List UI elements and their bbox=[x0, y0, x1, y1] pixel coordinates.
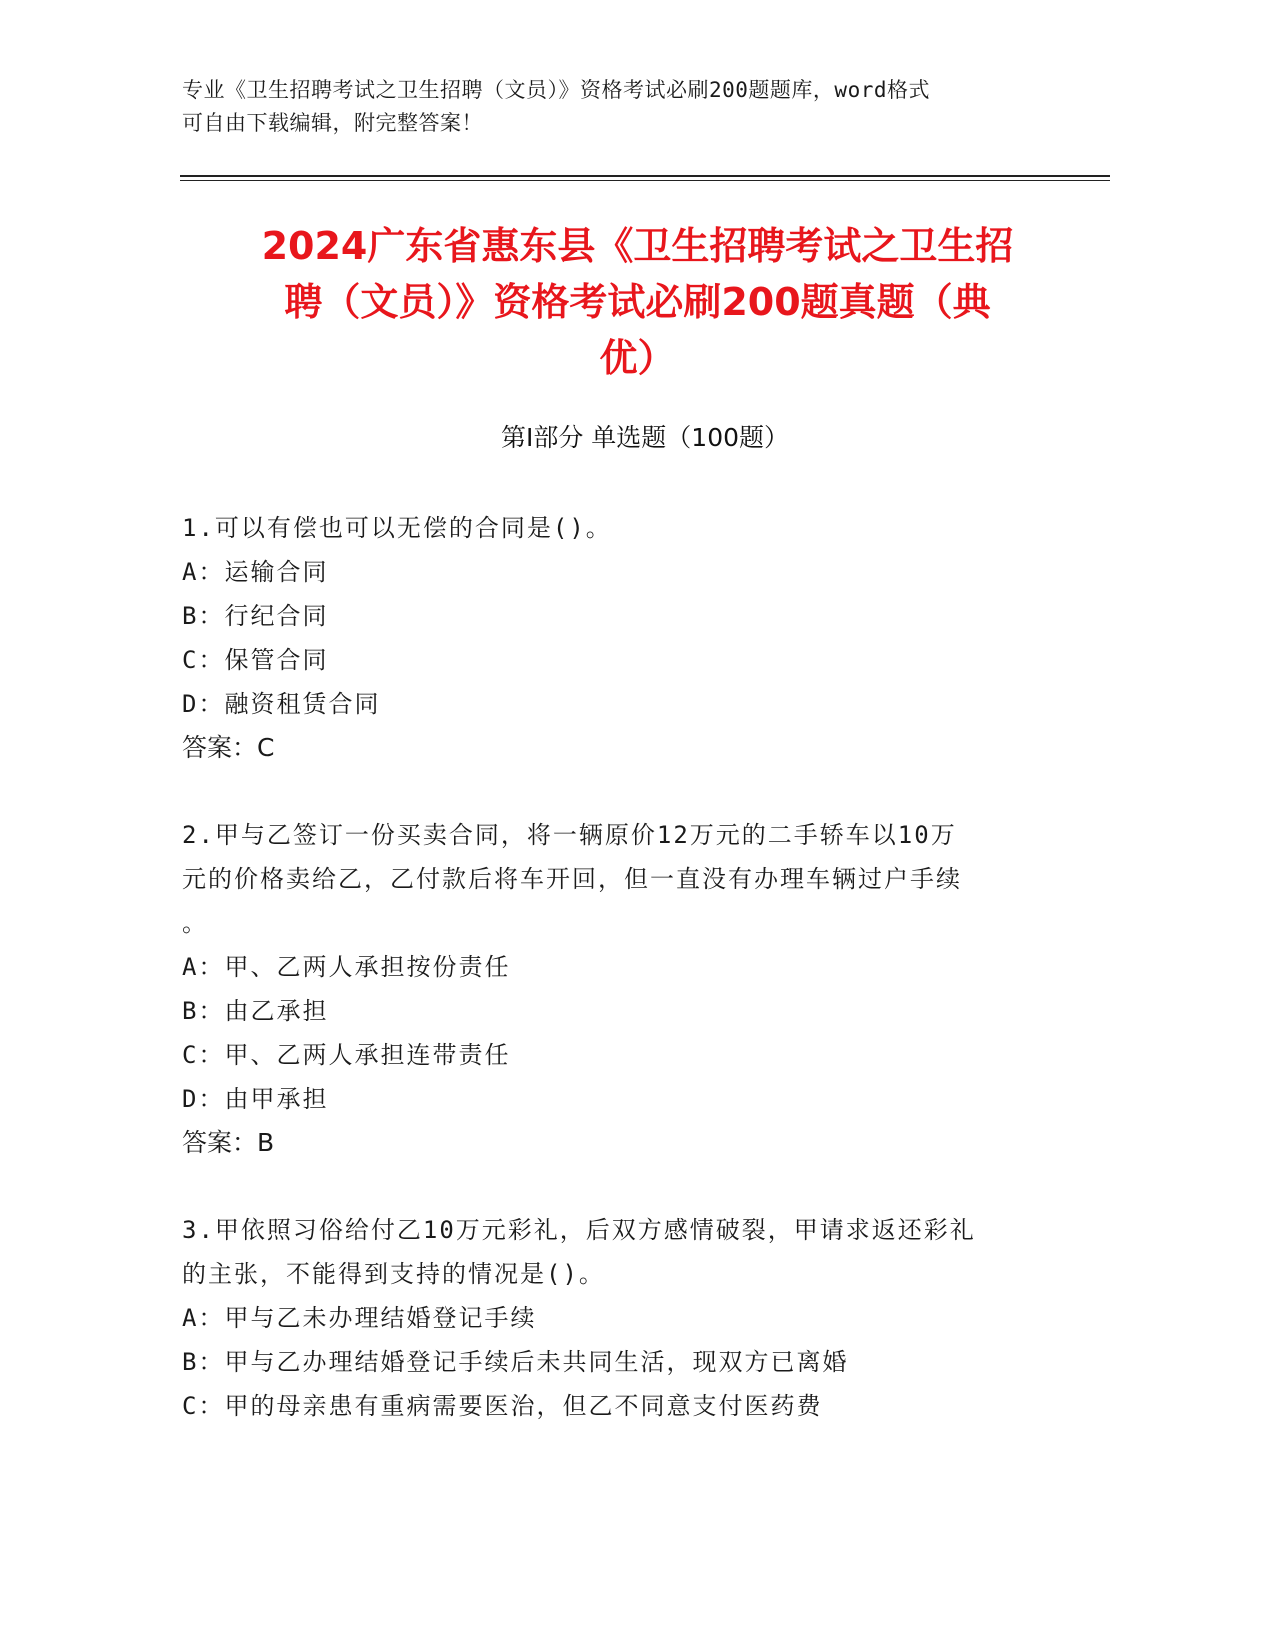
option-c: C：保管合同 bbox=[182, 646, 329, 674]
question-list bbox=[182, 506, 1082, 1428]
question-1 bbox=[182, 506, 1082, 770]
option-d: D：由甲承担 bbox=[182, 1085, 329, 1113]
option-b: B：甲与乙办理结婚登记手续后未共同生活，现双方已离婚 bbox=[182, 1348, 849, 1376]
question-text: 元的价格卖给乙，乙付款后将车开回，但一直没有办理车辆过户手续 bbox=[182, 865, 962, 893]
title-line: 聘（文员）》资格考试必刷200题真题（典 bbox=[284, 280, 991, 324]
question-gap bbox=[182, 1165, 1082, 1208]
answer: 答案：B bbox=[182, 1128, 275, 1157]
option-b: B：由乙承担 bbox=[182, 997, 329, 1025]
header-note-line: 可自由下载编辑，附完整答案！ bbox=[182, 111, 483, 135]
option-c: C：甲、乙两人承担连带责任 bbox=[182, 1041, 511, 1069]
title-line: 优） bbox=[599, 336, 676, 380]
question-2 bbox=[182, 813, 1082, 1165]
question-text: 2.甲与乙签订一份买卖合同，将一辆原价12万元的二手轿车以10万 bbox=[182, 821, 957, 849]
header-note-line: 专业《卫生招聘考试之卫生招聘（文员）》资格考试必刷200题题库，word格式 bbox=[182, 78, 930, 102]
question-text: 1.可以有偿也可以无偿的合同是()。 bbox=[182, 514, 612, 542]
question-text: 。 bbox=[182, 909, 208, 937]
document-title bbox=[170, 218, 1105, 386]
option-d: D：融资租赁合同 bbox=[182, 690, 381, 718]
option-a: A：甲、乙两人承担按份责任 bbox=[182, 953, 511, 981]
header-divider-thick bbox=[180, 175, 1110, 177]
title-line: 2024广东省惠东县《卫生招聘考试之卫生招 bbox=[261, 224, 1014, 268]
question-3 bbox=[182, 1208, 1082, 1428]
section-title: 第Ⅰ部分 单选题（100题） bbox=[500, 423, 790, 452]
header-note bbox=[182, 74, 1042, 140]
option-b: B：行纪合同 bbox=[182, 602, 329, 630]
question-text: 的主张，不能得到支持的情况是()。 bbox=[182, 1260, 605, 1288]
header-divider-thin bbox=[180, 180, 1110, 181]
option-c: C：甲的母亲患有重病需要医治，但乙不同意支付医药费 bbox=[182, 1392, 823, 1420]
question-gap bbox=[182, 770, 1082, 813]
answer: 答案：C bbox=[182, 733, 275, 762]
option-a: A：甲与乙未办理结婚登记手续 bbox=[182, 1304, 537, 1332]
question-text: 3.甲依照习俗给付乙10万元彩礼，后双方感情破裂，甲请求返还彩礼 bbox=[182, 1216, 976, 1244]
option-a: A：运输合同 bbox=[182, 558, 329, 586]
